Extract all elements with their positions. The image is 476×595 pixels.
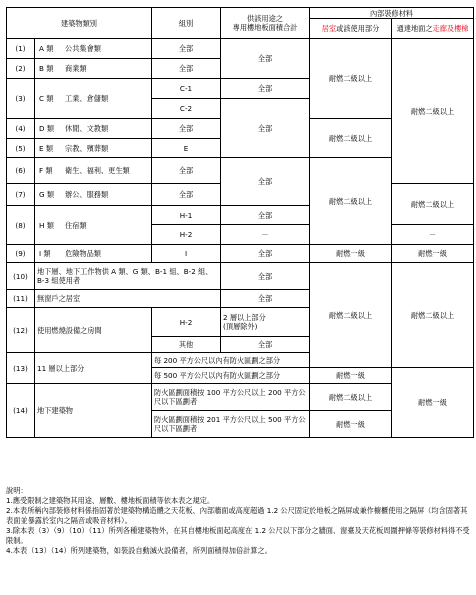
row-group: H-1 [152, 206, 221, 225]
living-room-requirement: 耐燃二級以上 [310, 119, 392, 158]
corridor-requirement: 耐燃二級以上 [392, 184, 474, 225]
row-number: (3) [7, 79, 35, 119]
living-room-requirement: 耐燃二級以上 [310, 263, 392, 368]
row-group: 全部 [152, 158, 221, 184]
note-item: 3.除本表（3）（9）（10）（11）所列各種建築物外，在其自樓地板面起高度在 1.2 公尺以下部分之牆面、窗臺及天花板周圍押條等裝修材料得不受限制。 [6, 525, 470, 545]
header-category: 建築物類別 [7, 8, 152, 39]
row-category: 無窗戶之居室 [35, 290, 221, 308]
corridor-requirement: 耐燃一級 [392, 368, 474, 438]
interior-finish-regulation-table [6, 7, 474, 438]
row-group: 其他 [152, 337, 221, 353]
floor-area-value: 全部 [221, 245, 310, 263]
area-condition: 每 500 平方公尺以內有防火區劃之部分 [152, 368, 310, 384]
living-room-requirement: 耐燃一級 [310, 368, 392, 384]
notes-section [6, 486, 472, 556]
header-living-room [310, 19, 392, 39]
row-group: 全部 [152, 39, 221, 59]
corridor-requirement: 耐燃一級 [392, 245, 474, 263]
header-floor-area-line2: 專用樓地板面積合計 [232, 23, 298, 32]
row-category: C 類 工業、倉儲類 [35, 79, 152, 119]
header-living-room-red: 居室 [321, 24, 337, 33]
header-interior-finish: 內部裝修材料 [310, 8, 474, 19]
living-room-requirement: 耐燃一級 [310, 245, 392, 263]
row-category: B 類 商業類 [35, 59, 152, 79]
notes-title: 說明： [6, 486, 28, 495]
note-item: 4.本表（13）（14）所列建築物，如裝設自動滅火設備者，所列面積得加倍計算之。 [6, 545, 272, 555]
row-category: 地下建築物 [35, 384, 152, 438]
header-corridor-red: 走廊及樓梯 [432, 24, 469, 33]
living-room-requirement: 耐燃二級以上 [310, 384, 392, 411]
row-number: (13) [7, 353, 35, 384]
row-category: I 類 危險物品類 [35, 245, 152, 263]
row-category: E 類 宗教、殯葬類 [35, 139, 152, 158]
area-condition: 防火區劃面積按 100 平方公尺以上 200 平方公尺以下區劃者 [152, 384, 310, 411]
row-number: (14) [7, 384, 35, 438]
row-group: E [152, 139, 221, 158]
floor-area-value: 全部 [221, 158, 310, 206]
note-item: 2.本表所稱內部裝修材料係指固著於建築物構造體之天花板、內部牆面或高度超過 1.2 公尺固定於地板之隔屏或兼作櫥櫃使用之隔屏（均含固著其表面並暴露於室內之隔音或吸音材料）。 [6, 505, 468, 525]
area-condition: 每 200 平方公尺以內有防火區劃之部分 [152, 353, 310, 368]
header-floor-area [221, 8, 310, 39]
row-category: 11 層以上部分 [35, 353, 152, 384]
living-room-requirement: 耐燃二級以上 [310, 39, 392, 119]
note-item: 1.應受限制之建築物其用途、層數、樓地板面積等依本表之規定。 [6, 495, 215, 505]
row-category: 地下層、地下工作物供 A 類、G 類、B-1 組、B-2 組、B-3 組使用者 [35, 263, 221, 290]
row-category: A 類 公共集會類 [35, 39, 152, 59]
floor-area-value: － [221, 225, 310, 245]
table-row [7, 245, 474, 263]
row-number: (9) [7, 245, 35, 263]
header-living-room-rest: 或該使用部分 [336, 24, 380, 33]
row-category: F 類 衛生、福利、更生類 [35, 158, 152, 184]
row-number: (6) [7, 158, 35, 184]
floor-area-value: 全部 [221, 337, 310, 353]
row-group: H-2 [152, 225, 221, 245]
row-category: G 類 辦公、服務類 [35, 184, 152, 206]
row-group: I [152, 245, 221, 263]
header-group: 組別 [152, 8, 221, 39]
header-floor-area-line1: 供該用途之 [247, 14, 283, 23]
row-category: 使用燃燒設備之房間 [35, 308, 152, 353]
floor-area-value: 全部 [221, 39, 310, 79]
row-group: H-2 [152, 308, 221, 337]
header-corridor [392, 19, 474, 39]
row-group: C-2 [152, 99, 221, 119]
row-number: (12) [7, 308, 35, 353]
corridor-requirement: 耐燃二級以上 [392, 263, 474, 368]
row-group: 全部 [152, 119, 221, 139]
row-number: (7) [7, 184, 35, 206]
floor-area-value: 全部 [221, 99, 310, 158]
living-room-requirement: 耐燃二級以上 [310, 158, 392, 245]
row-category: D 類 休閒、文教類 [35, 119, 152, 139]
corridor-requirement: 耐燃二級以上 [392, 39, 474, 184]
row-number: (10) [7, 263, 35, 290]
row-number: (8) [7, 206, 35, 245]
row-number: (5) [7, 139, 35, 158]
area-condition: 防火區劃面積按 201 平方公尺以上 500 平方公尺以下區劃者 [152, 411, 310, 438]
floor-area-value: 全部 [221, 206, 310, 225]
row-number: (4) [7, 119, 35, 139]
corridor-requirement: － [392, 225, 474, 245]
table-row [7, 263, 474, 290]
header-corridor-first: 通達地面之 [396, 24, 433, 33]
table-row [7, 39, 474, 59]
floor-area-value: 全部 [221, 290, 310, 308]
row-group: 全部 [152, 184, 221, 206]
living-room-requirement: 耐燃一級 [310, 411, 392, 438]
floor-area-value: 全部 [221, 263, 310, 290]
row-number: (1) [7, 39, 35, 59]
floor-area-value: 2 層以上部分 (頂層除外) [221, 308, 310, 337]
row-group: C-1 [152, 79, 221, 99]
row-group: 全部 [152, 59, 221, 79]
row-number: (2) [7, 59, 35, 79]
row-category: H 類 住宿類 [35, 206, 152, 245]
floor-area-value: 全部 [221, 79, 310, 99]
row-number: (11) [7, 290, 35, 308]
